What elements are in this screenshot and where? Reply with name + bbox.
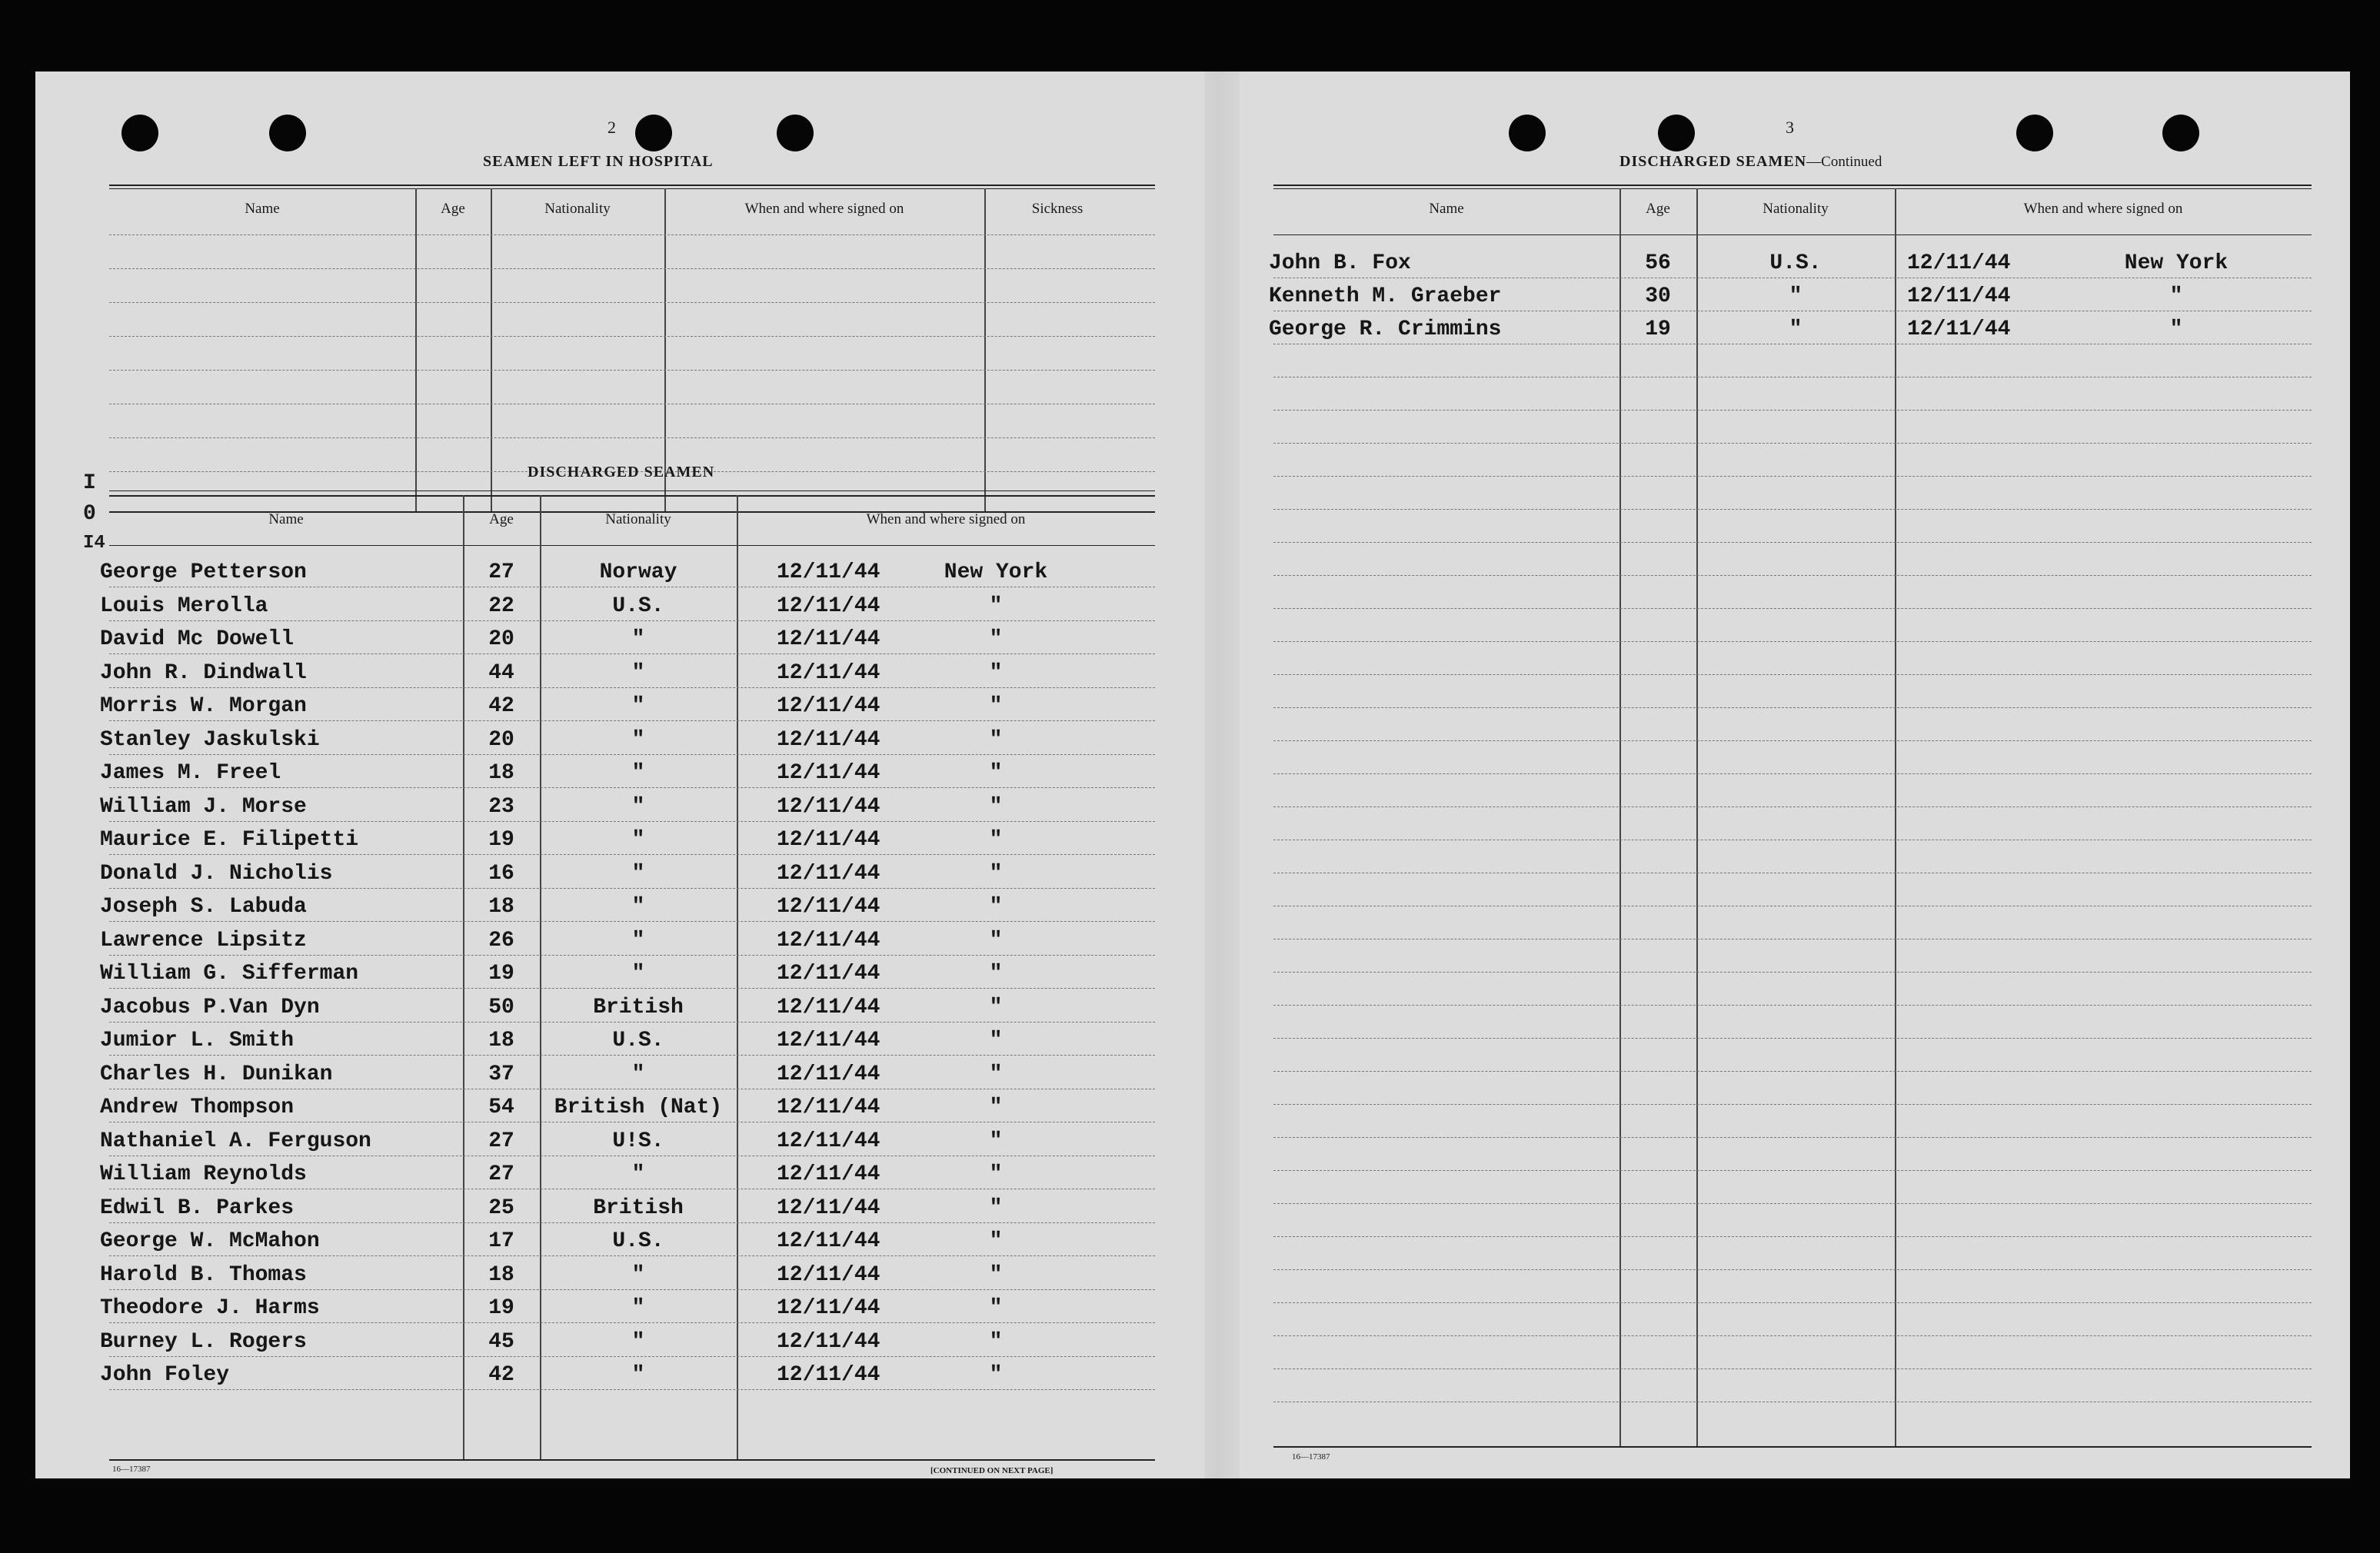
seaman-nationality: " <box>631 794 645 819</box>
ruled-line <box>1273 1368 2312 1369</box>
discharged-col-signed-on: When and where signed on <box>866 511 1026 527</box>
seaman-name: Donald J. Nicholis <box>100 861 333 886</box>
col-divider <box>737 495 738 1459</box>
signed-on-date: 12/11/44 <box>777 1162 880 1186</box>
ruled-line <box>109 1055 1155 1056</box>
col-divider <box>664 188 666 511</box>
discharged-col-nationality: Nationality <box>605 511 671 527</box>
punch-hole <box>635 115 672 151</box>
seaman-name: John Foley <box>100 1363 230 1387</box>
title-text: DISCHARGED SEAMEN <box>1619 153 1807 170</box>
signed-on-date: 12/11/44 <box>777 928 880 953</box>
discharged-col-name: Name <box>268 511 304 527</box>
signed-on-place: " <box>989 727 1003 752</box>
ruled-line <box>109 1022 1155 1023</box>
signed-on-place: " <box>989 1029 1003 1053</box>
signed-on-place: " <box>989 1262 1003 1287</box>
punch-hole <box>777 115 814 151</box>
ruled-line <box>1273 1137 2312 1138</box>
ruled-line <box>109 1356 1155 1357</box>
seaman-name: Joseph S. Labuda <box>100 895 307 919</box>
seaman-age: 20 <box>488 627 514 651</box>
seaman-name: Jumior L. Smith <box>100 1029 295 1053</box>
seaman-age: 27 <box>488 560 514 584</box>
seaman-name: William G. Sifferman <box>100 962 359 986</box>
ruled-line <box>1273 1335 2312 1336</box>
form-number: 16—17387 <box>1292 1452 1330 1462</box>
signed-on-place: " <box>989 1229 1003 1253</box>
seaman-nationality: U.S. <box>612 1029 664 1053</box>
signed-on-date: 12/11/44 <box>1907 251 2011 275</box>
seaman-age: 37 <box>488 1062 514 1086</box>
signed-on-date: 12/11/44 <box>777 1296 880 1320</box>
rule <box>109 495 1155 497</box>
page-number: 2 <box>607 118 616 137</box>
seaman-name: Edwil B. Parkes <box>100 1196 295 1220</box>
signed-on-place: " <box>989 828 1003 852</box>
signed-on-date: 12/11/44 <box>777 794 880 819</box>
ruled-line <box>1273 410 2312 411</box>
seaman-nationality: " <box>631 895 645 919</box>
signed-on-place: " <box>989 895 1003 919</box>
signed-on-place: " <box>989 962 1003 986</box>
punch-hole <box>2016 115 2053 151</box>
discharged-col-age: Age <box>489 511 514 527</box>
punch-hole <box>1509 115 1546 151</box>
ruled-line <box>1273 1170 2312 1171</box>
rule <box>1273 234 2312 235</box>
seaman-nationality: " <box>631 727 645 752</box>
signed-on-date: 12/11/44 <box>777 1363 880 1387</box>
ruled-line <box>1273 1236 2312 1237</box>
seaman-age: 54 <box>488 1096 514 1119</box>
ruled-line <box>1273 443 2312 444</box>
seaman-nationality: U.S. <box>612 594 664 618</box>
signed-on-place: " <box>989 1329 1003 1354</box>
seaman-name: Louis Merolla <box>100 594 268 618</box>
seaman-age: 18 <box>488 1262 514 1287</box>
seaman-age: 27 <box>488 1162 514 1186</box>
seaman-age: 22 <box>488 594 514 618</box>
signed-on-place: " <box>989 1196 1003 1220</box>
discharged-continued-title <box>1619 153 1882 171</box>
seaman-name: Harold B. Thomas <box>100 1262 307 1287</box>
signed-on-date: 12/11/44 <box>777 1062 880 1086</box>
seaman-age: 23 <box>488 794 514 819</box>
ruled-line <box>109 1289 1155 1290</box>
ruled-line <box>109 653 1155 654</box>
rule <box>109 1459 1155 1461</box>
signed-on-date: 12/11/44 <box>777 1129 880 1153</box>
seaman-nationality: British <box>593 995 684 1019</box>
seaman-name: Maurice E. Filipetti <box>100 828 359 852</box>
ruled-line <box>109 437 1155 438</box>
seaman-name: Stanley Jaskulski <box>100 727 320 752</box>
seaman-age: 30 <box>1645 284 1671 308</box>
signed-on-date: 12/11/44 <box>777 594 880 618</box>
ruled-line <box>1273 1203 2312 1204</box>
col-divider <box>415 188 417 511</box>
rule <box>1273 188 2312 189</box>
hospital-col-age: Age <box>441 201 465 217</box>
signed-on-date: 12/11/44 <box>777 1229 880 1253</box>
punch-hole <box>269 115 306 151</box>
ruled-line <box>109 854 1155 855</box>
ruled-line <box>1273 806 2312 807</box>
seaman-name: David Mc Dowell <box>100 627 295 651</box>
ruled-line <box>109 234 1155 235</box>
page-fold <box>1204 71 1240 1478</box>
title-suffix: —Continued <box>1806 154 1882 170</box>
signed-on-date: 12/11/44 <box>777 1029 880 1053</box>
signed-on-place: " <box>989 1296 1003 1320</box>
ruled-line <box>1273 608 2312 609</box>
ruled-line <box>1273 1104 2312 1105</box>
signed-on-date: 12/11/44 <box>1907 284 2011 308</box>
seaman-name: Lawrence Lipsitz <box>100 928 307 953</box>
ruled-line <box>109 720 1155 721</box>
ruled-line <box>109 955 1155 956</box>
signed-on-place: New York <box>944 560 1048 584</box>
seaman-name: Charles H. Dunikan <box>100 1062 333 1086</box>
signed-on-date: 12/11/44 <box>777 1262 880 1287</box>
seaman-nationality: British (Nat) <box>554 1096 723 1119</box>
signed-on-date: 12/11/44 <box>777 761 880 785</box>
signed-on-place: " <box>2169 284 2183 308</box>
seaman-nationality: " <box>631 1062 645 1086</box>
ruled-line <box>109 988 1155 989</box>
seaman-nationality: " <box>631 1329 645 1354</box>
hospital-col-name: Name <box>245 201 280 217</box>
signed-on-date: 12/11/44 <box>777 1329 880 1354</box>
ruled-line <box>1273 773 2312 774</box>
ruled-line <box>1273 740 2312 741</box>
seaman-name: Burney L. Rogers <box>100 1329 307 1354</box>
seaman-age: 19 <box>488 962 514 986</box>
seaman-nationality: " <box>631 861 645 886</box>
ruled-line <box>109 1322 1155 1323</box>
col-age: Age <box>1646 201 1670 217</box>
hospital-col-nationality: Nationality <box>544 201 611 217</box>
ruled-line <box>1273 1071 2312 1072</box>
ruled-line <box>109 821 1155 822</box>
seaman-name: Nathaniel A. Ferguson <box>100 1129 371 1153</box>
seaman-nationality: " <box>631 1262 645 1287</box>
seaman-age: 44 <box>488 660 514 685</box>
ruled-line <box>1273 1269 2312 1270</box>
seaman-name: George Petterson <box>100 560 307 584</box>
seaman-name: George R. Crimmins <box>1269 318 1502 341</box>
seaman-nationality: " <box>631 928 645 953</box>
signed-on-place: " <box>989 861 1003 886</box>
signed-on-date: 12/11/44 <box>777 660 880 685</box>
ruled-line <box>109 302 1155 303</box>
signed-on-place: " <box>989 794 1003 819</box>
seaman-age: 19 <box>488 1296 514 1320</box>
ruled-line <box>1273 641 2312 642</box>
seaman-name: Jacobus P.Van Dyn <box>100 995 320 1019</box>
seaman-age: 18 <box>488 1029 514 1053</box>
rule <box>109 185 1155 186</box>
manifest-sheet <box>35 71 2350 1478</box>
ruled-line <box>1273 972 2312 973</box>
signed-on-date: 12/11/44 <box>1907 318 2011 341</box>
signed-on-place: " <box>989 594 1003 618</box>
seaman-age: 18 <box>488 895 514 919</box>
ruled-line <box>1273 707 2312 708</box>
signed-on-place: " <box>989 1129 1003 1153</box>
ruled-line <box>1273 575 2312 576</box>
ruled-line <box>1273 542 2312 543</box>
signed-on-date: 12/11/44 <box>777 828 880 852</box>
page-number: 3 <box>1786 118 1794 137</box>
seaman-name: Theodore J. Harms <box>100 1296 320 1320</box>
seaman-age: 42 <box>488 1363 514 1387</box>
ruled-line <box>109 1222 1155 1223</box>
seaman-nationality: U!S. <box>612 1129 664 1153</box>
seaman-age: 19 <box>488 828 514 852</box>
signed-on-place: " <box>989 694 1003 718</box>
ruled-line <box>109 921 1155 922</box>
seaman-nationality: " <box>631 828 645 852</box>
seaman-nationality: " <box>1789 318 1802 341</box>
signed-on-date: 12/11/44 <box>777 560 880 584</box>
signed-on-place: " <box>989 660 1003 685</box>
margin-mark: I <box>83 471 96 495</box>
signed-on-place: " <box>989 1363 1003 1387</box>
seaman-name: Andrew Thompson <box>100 1096 295 1119</box>
seaman-nationality: " <box>631 660 645 685</box>
signed-on-place: " <box>2169 318 2183 341</box>
col-divider <box>984 188 986 511</box>
signed-on-place: " <box>989 627 1003 651</box>
signed-on-date: 12/11/44 <box>777 627 880 651</box>
ruled-line <box>109 754 1155 755</box>
col-signed-on: When and where signed on <box>2023 201 2183 217</box>
signed-on-place: " <box>989 761 1003 785</box>
hospital-col-sickness: Sickness <box>1031 201 1083 217</box>
hospital-col-signed-on: When and where signed on <box>744 201 904 217</box>
seaman-name: John R. Dindwall <box>100 660 307 685</box>
col-divider <box>491 188 492 511</box>
seaman-nationality: U.S. <box>1769 251 1822 275</box>
seaman-nationality: " <box>631 761 645 785</box>
seaman-nationality: British <box>593 1196 684 1220</box>
seaman-age: 42 <box>488 694 514 718</box>
seaman-nationality: Norway <box>599 560 677 584</box>
seaman-age: 50 <box>488 995 514 1019</box>
signed-on-date: 12/11/44 <box>777 1196 880 1220</box>
ruled-line <box>109 1255 1155 1256</box>
signed-on-date: 12/11/44 <box>777 727 880 752</box>
ruled-line <box>1273 674 2312 675</box>
punch-hole <box>2162 115 2199 151</box>
seaman-age: 26 <box>488 928 514 953</box>
ruled-line <box>109 787 1155 788</box>
seaman-nationality: U.S. <box>612 1229 664 1253</box>
signed-on-date: 12/11/44 <box>777 962 880 986</box>
margin-mark: 0 <box>83 502 96 526</box>
signed-on-date: 12/11/44 <box>777 1096 880 1119</box>
seaman-nationality: " <box>631 694 645 718</box>
seaman-age: 56 <box>1645 251 1671 275</box>
seaman-age: 25 <box>488 1196 514 1220</box>
seaman-age: 45 <box>488 1329 514 1354</box>
seaman-name: George W. McMahon <box>100 1229 320 1253</box>
seaman-age: 20 <box>488 727 514 752</box>
col-nationality: Nationality <box>1763 201 1829 217</box>
discharged-section-title: DISCHARGED SEAMEN <box>528 464 715 481</box>
ruled-line <box>109 370 1155 371</box>
signed-on-date: 12/11/44 <box>777 895 880 919</box>
ruled-line <box>109 268 1155 269</box>
seaman-name: William J. Morse <box>100 794 307 819</box>
seaman-nationality: " <box>631 1363 645 1387</box>
seaman-name: William Reynolds <box>100 1162 307 1186</box>
ruled-line <box>109 620 1155 621</box>
ruled-line <box>1273 1302 2312 1303</box>
hospital-section-title: SEAMEN LEFT IN HOSPITAL <box>483 153 714 170</box>
seaman-age: 19 <box>1645 318 1671 341</box>
ruled-line <box>1273 509 2312 510</box>
signed-on-date: 12/11/44 <box>777 995 880 1019</box>
seaman-name: Kenneth M. Graeber <box>1269 284 1502 308</box>
ruled-line <box>1273 1005 2312 1006</box>
rule <box>109 188 1155 189</box>
rule <box>109 545 1155 546</box>
seaman-name: James M. Freel <box>100 761 281 785</box>
signed-on-place: " <box>989 1096 1003 1119</box>
col-name: Name <box>1429 201 1464 217</box>
seaman-age: 16 <box>488 861 514 886</box>
signed-on-place: " <box>989 928 1003 953</box>
seaman-name: Morris W. Morgan <box>100 694 307 718</box>
punch-hole <box>121 115 158 151</box>
ruled-line <box>109 888 1155 889</box>
rule <box>1273 185 2312 186</box>
signed-on-date: 12/11/44 <box>777 861 880 886</box>
ruled-line <box>109 1389 1155 1390</box>
signed-on-date: 12/11/44 <box>777 694 880 718</box>
seaman-age: 27 <box>488 1129 514 1153</box>
signed-on-place: " <box>989 995 1003 1019</box>
margin-mark: I4 <box>83 533 105 554</box>
seaman-name: John B. Fox <box>1269 251 1411 275</box>
signed-on-place: " <box>989 1162 1003 1186</box>
seaman-nationality: " <box>631 1296 645 1320</box>
seaman-age: 17 <box>488 1229 514 1253</box>
rule <box>1273 1446 2312 1448</box>
form-number: 16—17387 <box>112 1465 151 1474</box>
seaman-nationality: " <box>631 962 645 986</box>
signed-on-place: New York <box>2124 251 2229 275</box>
seaman-nationality: " <box>631 627 645 651</box>
punch-hole <box>1658 115 1695 151</box>
seaman-nationality: " <box>1789 284 1802 308</box>
seaman-age: 18 <box>488 761 514 785</box>
ruled-line <box>1273 1038 2312 1039</box>
continued-note: [CONTINUED ON NEXT PAGE] <box>930 1466 1054 1475</box>
signed-on-place: " <box>989 1062 1003 1086</box>
seaman-nationality: " <box>631 1162 645 1186</box>
ruled-line <box>1273 476 2312 477</box>
ruled-line <box>109 336 1155 337</box>
ruled-line <box>109 687 1155 688</box>
